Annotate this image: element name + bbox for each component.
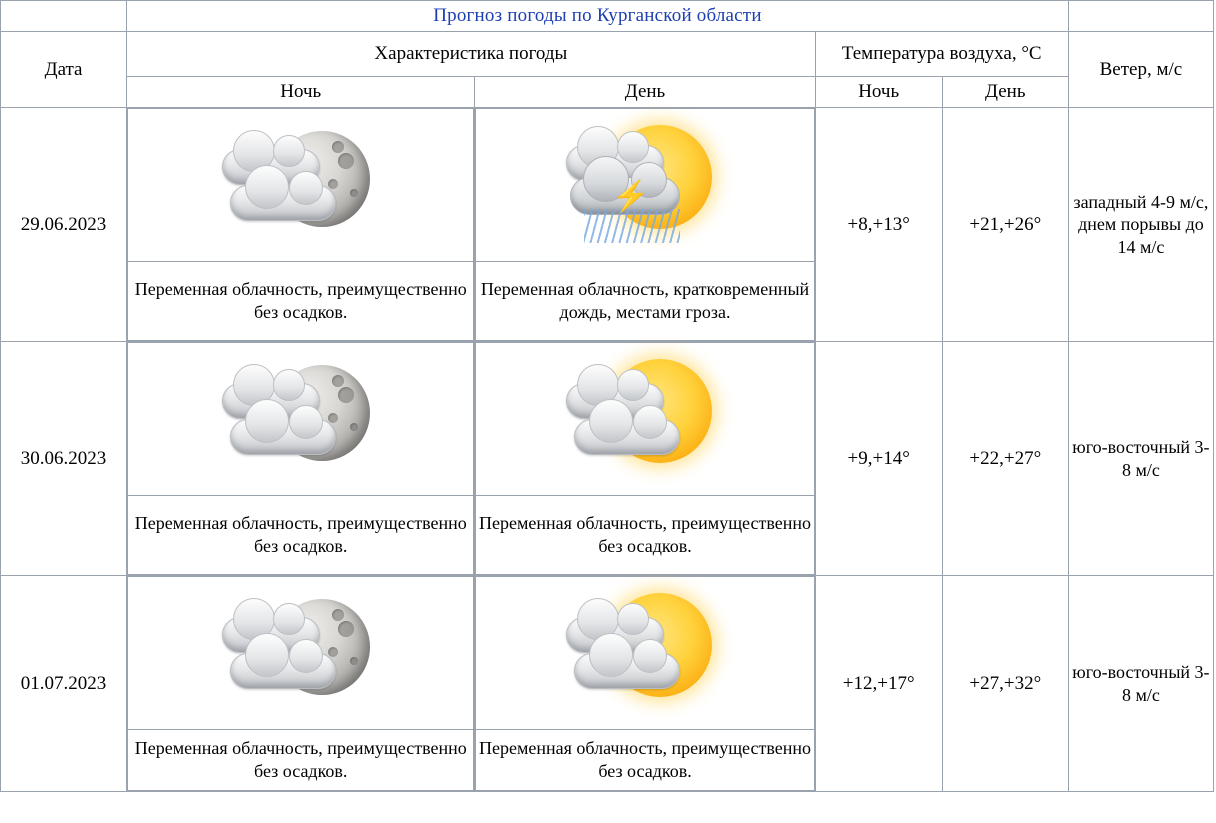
moon-behind-clouds-icon: [128, 343, 474, 496]
header-temp-night: Ночь: [815, 77, 942, 108]
row-temp-day: +27,+32°: [942, 576, 1068, 792]
header-row-main: [1, 32, 1214, 77]
row-temp-night: +8,+13°: [815, 108, 942, 342]
page-title: Прогноз погоды по Курганской области: [127, 1, 1069, 32]
table-row: [1, 342, 1214, 576]
row-night-text: Переменная облачность, преимущественно без осадков.: [128, 496, 474, 575]
table-row: [1, 108, 1214, 342]
row-temp-day: +21,+26°: [942, 108, 1068, 342]
header-weather-night: Ночь: [127, 77, 475, 108]
row-night-text: Переменная облачность, преимущественно без осадков.: [128, 262, 474, 341]
row-day-weather: [475, 576, 815, 792]
row-temp-night: +9,+14°: [815, 342, 942, 576]
row-night-weather: [127, 108, 475, 342]
row-temp-day: +22,+27°: [942, 342, 1068, 576]
moon-behind-clouds-icon: [128, 109, 474, 262]
row-night-weather: [127, 576, 475, 792]
header-wind: Ветер, м/с: [1068, 32, 1213, 108]
row-wind: юго-восточный 3-8 м/с: [1068, 576, 1213, 792]
row-day-weather: [475, 342, 815, 576]
moon-behind-clouds-icon: [128, 577, 474, 730]
table-row: [1, 576, 1214, 792]
title-spacer-right: [1068, 1, 1213, 32]
title-spacer-left: [1, 1, 127, 32]
row-date: 30.06.2023: [1, 342, 127, 576]
sun-behind-clouds-icon: [476, 343, 814, 496]
row-day-text: Переменная облачность, преимущественно без осадков.: [476, 496, 814, 575]
row-temp-night: +12,+17°: [815, 576, 942, 792]
sun-behind-clouds-rain-thunder-icon: [476, 109, 814, 262]
row-wind: западный 4-9 м/с, днем порывы до 14 м/с: [1068, 108, 1213, 342]
header-date: Дата: [1, 32, 127, 108]
title-row: [1, 1, 1214, 32]
row-day-text: Переменная облачность, кратковременный дождь, местами гроза.: [476, 262, 814, 341]
row-night-text: Переменная облачность, преимущественно без осадков.: [128, 730, 474, 791]
header-temp-day: День: [942, 77, 1068, 108]
row-day-weather: [475, 108, 815, 342]
row-wind: юго-восточный 3-8 м/с: [1068, 342, 1213, 576]
header-weather-day: День: [475, 77, 815, 108]
sun-behind-clouds-icon: [476, 577, 814, 730]
header-row-sub: [1, 77, 1214, 108]
header-temperature: Температура воздуха, °C: [815, 32, 1068, 77]
header-weather: Характеристика погоды: [127, 32, 816, 77]
row-day-text: Переменная облачность, преимущественно без осадков.: [476, 730, 814, 791]
row-date: 01.07.2023: [1, 576, 127, 792]
row-date: 29.06.2023: [1, 108, 127, 342]
row-night-weather: [127, 342, 475, 576]
